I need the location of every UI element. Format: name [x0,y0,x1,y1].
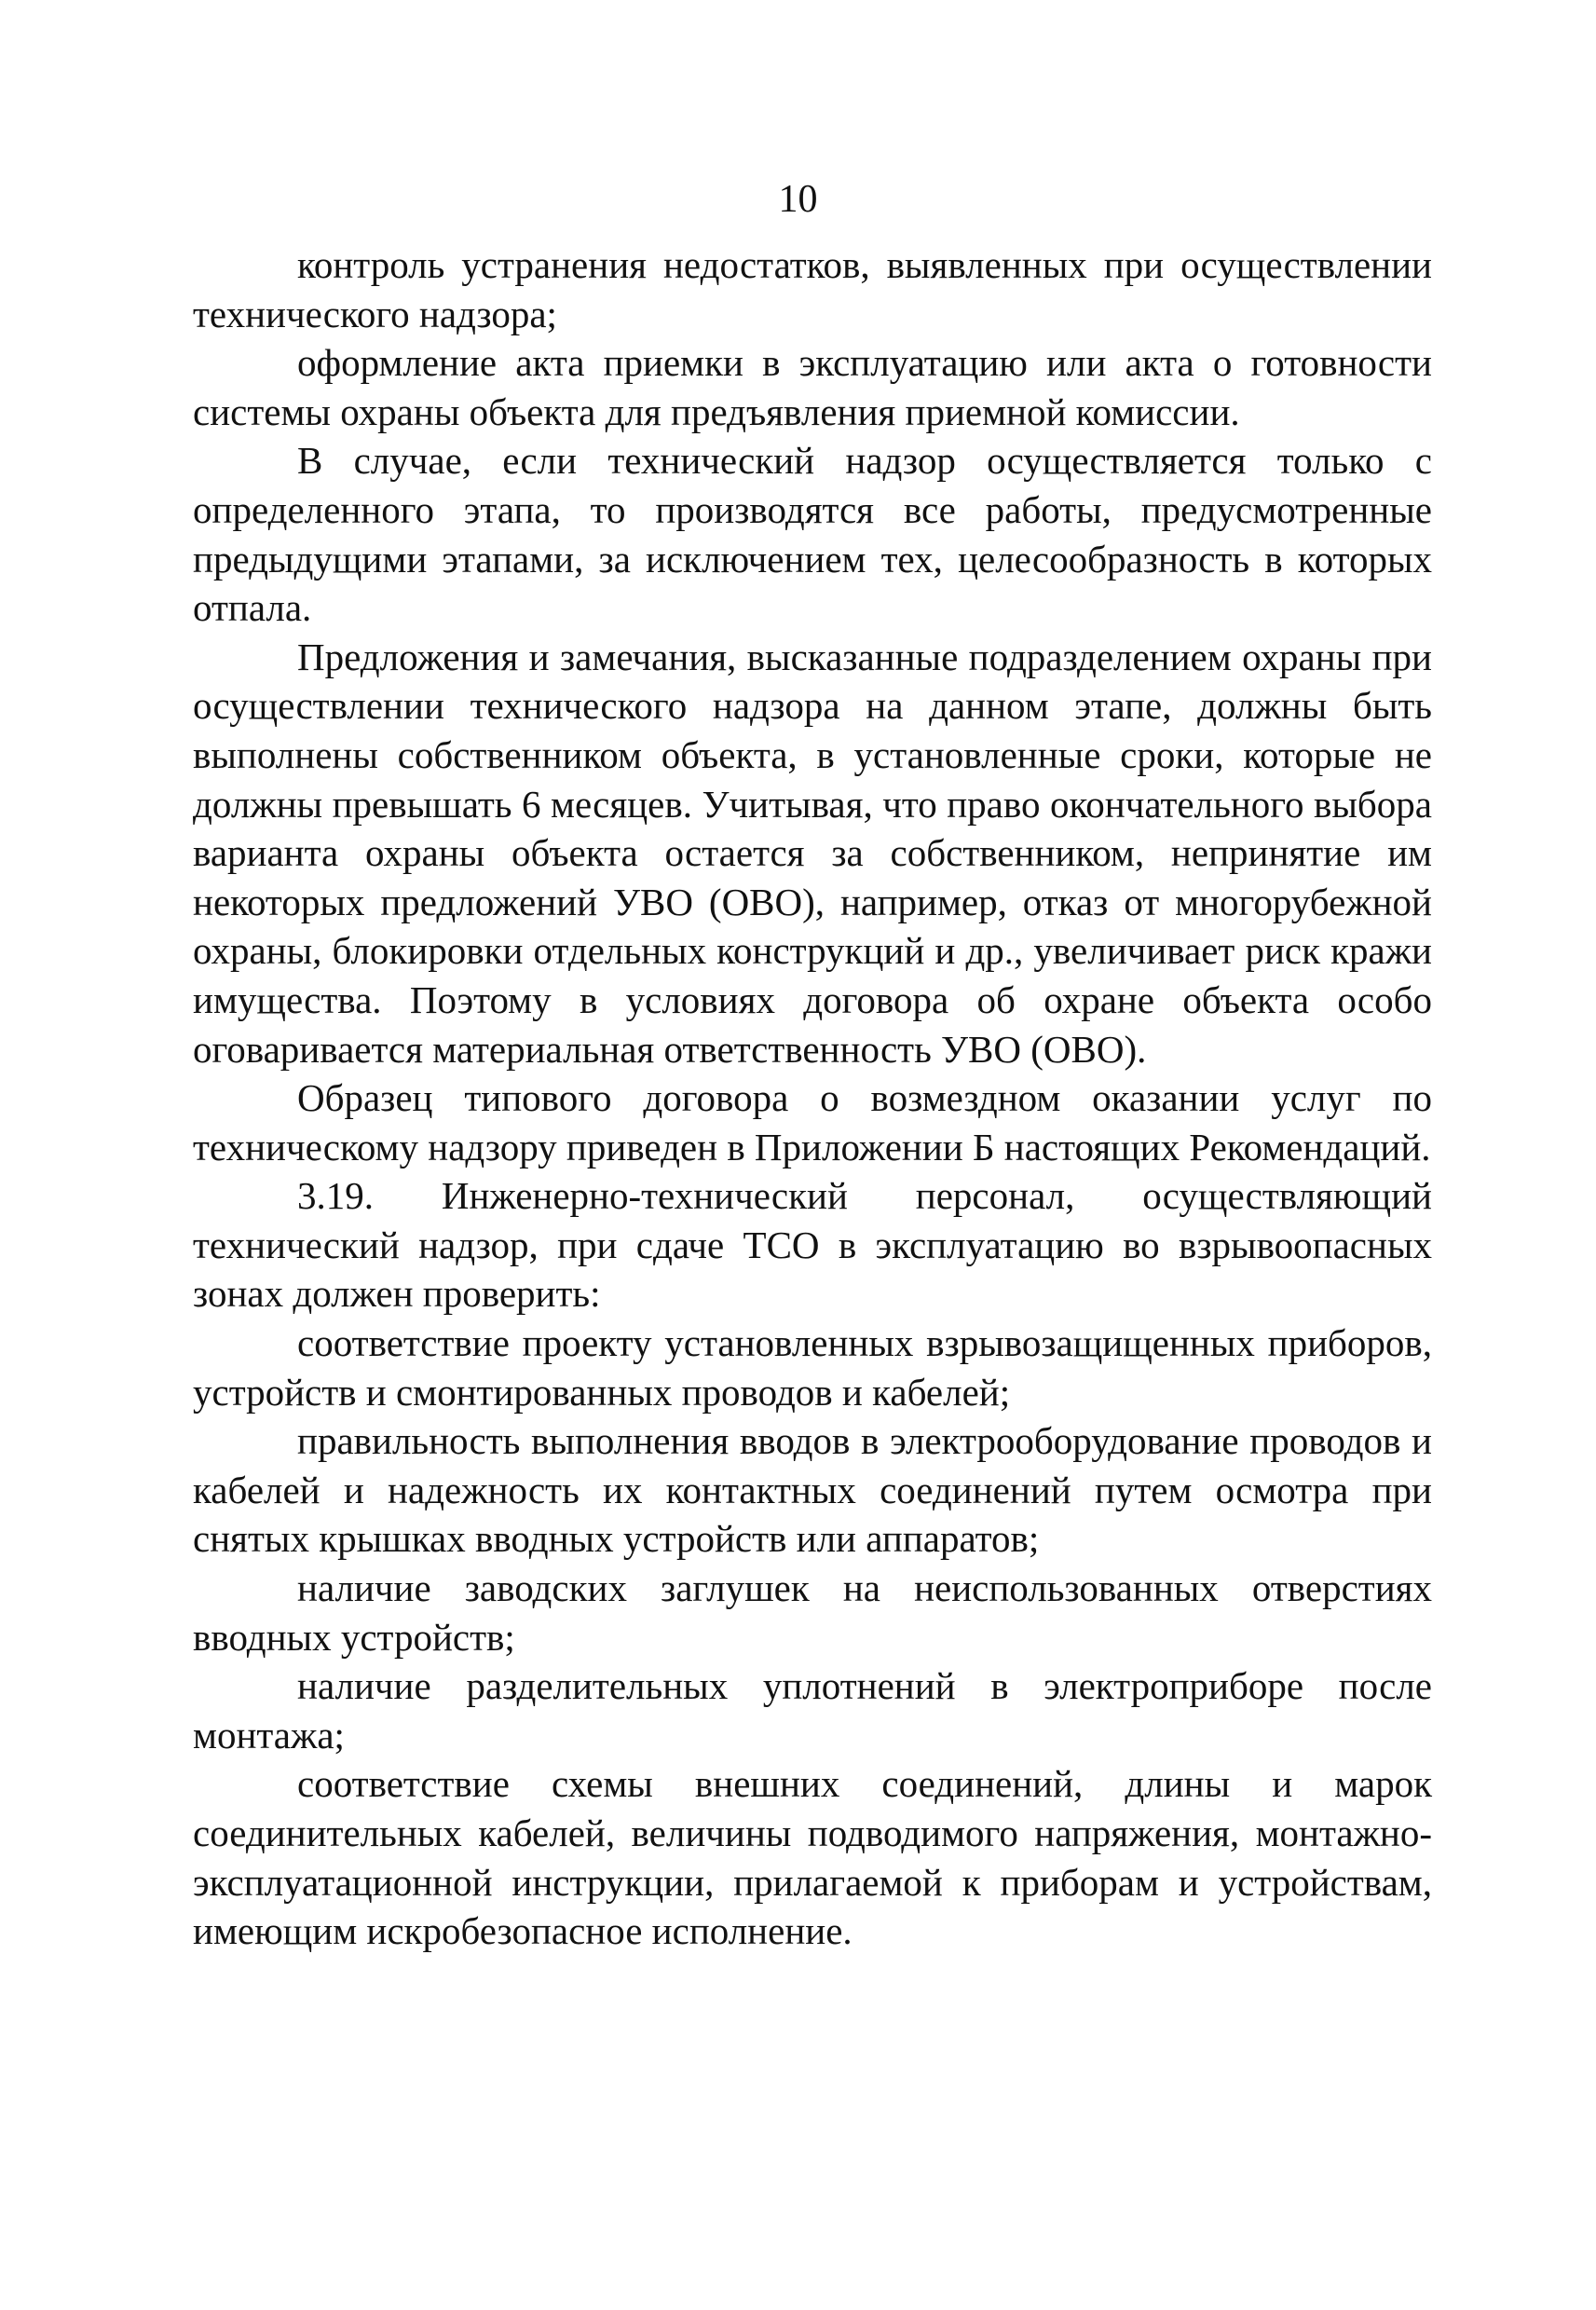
list-item-intrinsically-safe-compliance: соответствие схемы внешних соединений, длины и марок соединительных кабелей, величины подводимого напряжения, монтажно-эксплуатационной инструкции, прилагаемой к приборам и устройствам, имеющим искробезопасное исполнение. [193,1762,1432,1953]
paragraph-technical-oversight-control: контроль устранения недостатков, выявленных при осуществлении технического надзора; [193,243,1432,335]
paragraph-acceptance-act: оформление акта приемки в эксплуатацию или акта о готовности системы охраны объекта для предъявления приемной комиссии. [193,341,1432,433]
list-item-cable-entries: правильность выполнения вводов в электрооборудование проводов и кабелей и надежность их контактных соединений путем осмотра при снятых крышках вводных устройств или аппаратов; [193,1419,1432,1561]
paragraph-proposals-and-remarks: Предложения и замечания, высказанные подразделением охраны при осуществлении технического надзора на данном этапе, должны быть выполнены собственником объекта, в установленные сроки, которые не должны превышать 6 месяцев. Учитывая, что право окончательного выбора варианта охраны объекта остается за собственником, непринятие им некоторых предложений УВО (ОВО), например, отказ от многорубежной охраны, блокировки отдельных конструкций и др., увеличивает риск кражи имущества. Поэтому в условиях договора об охране объекта особо оговаривается материальная ответственность УВО (ОВО). [193,635,1432,1071]
paragraph-section-3-19: 3.19. Инженерно-технический персонал, осуществляющий технический надзор, при сдаче ТСО в эксплуатацию во взрывоопасных зонах должен проверить: [193,1174,1432,1316]
list-item-explosion-proof-compliance: соответствие проекту установленных взрывозащищенных приборов, устройств и смонтированных проводов и кабелей; [193,1321,1432,1414]
list-item-separating-seals: наличие разделительных уплотнений в электроприборе после монтажа; [193,1664,1432,1756]
page-number: 10 [778,178,818,221]
paragraph-stage-oversight: В случае, если технический надзор осуществляется только с определенного этапа, то производятся все работы, предусмотренные предыдущими этапами, за исключением тех, целесообразность в которых отпала. [193,439,1432,630]
list-item-factory-plugs: наличие заводских заглушек на неиспользованных отверстиях вводных устройств; [193,1566,1432,1659]
paragraph-contract-sample: Образец типового договора о возмездном оказании услуг по техническому надзору приведен в Приложении Б настоящих Рекомендаций. [193,1076,1432,1169]
body-text [193,240,1432,1956]
